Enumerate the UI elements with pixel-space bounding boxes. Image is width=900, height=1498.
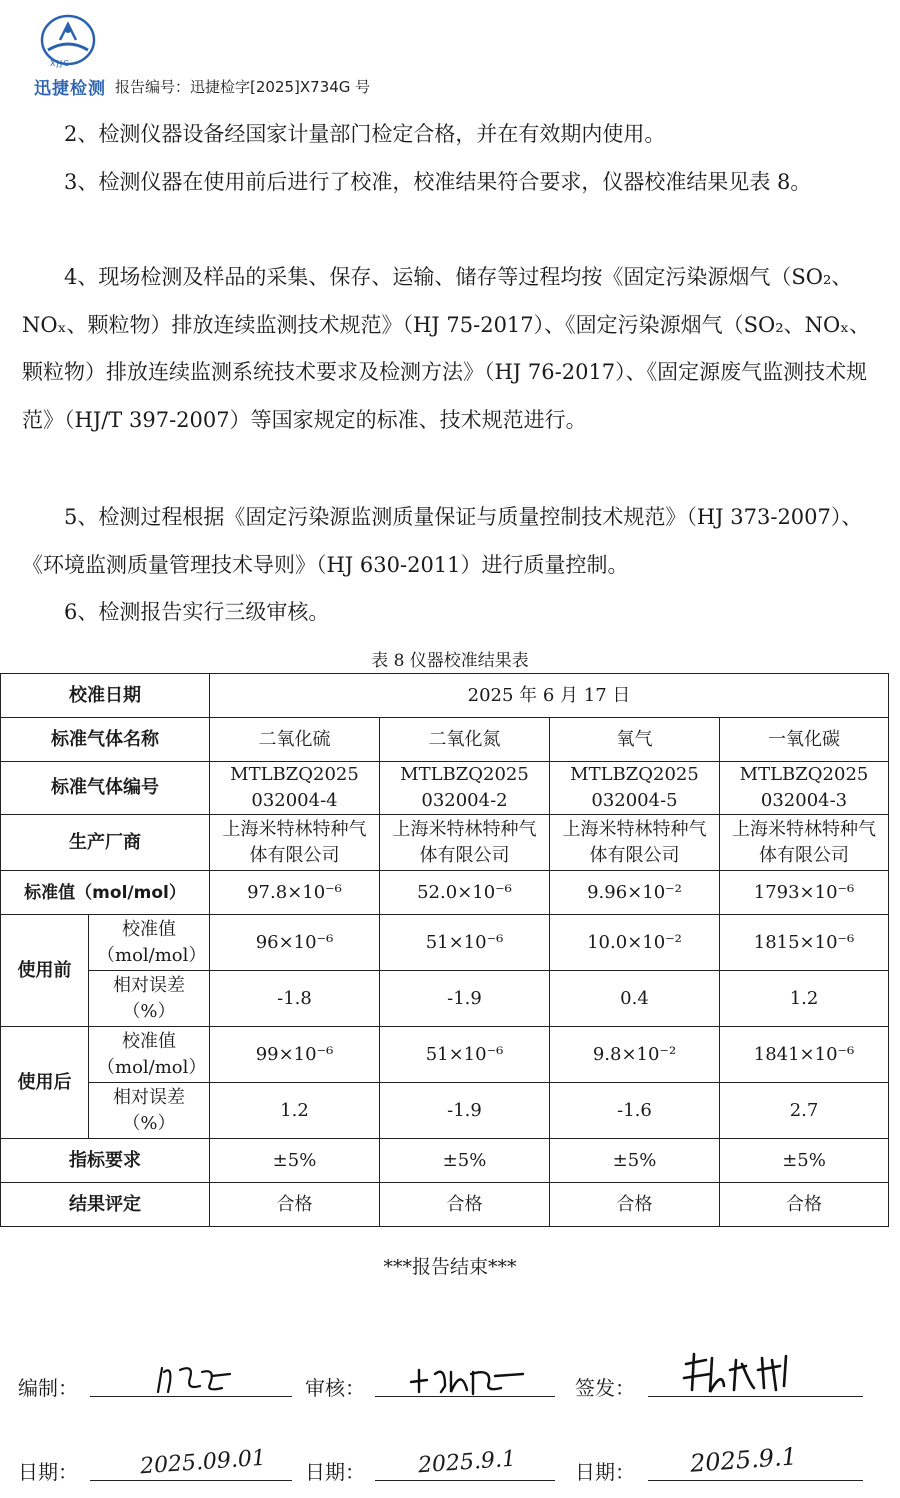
row-label-evaluation: 结果评定 — [1, 1183, 210, 1227]
after-cal-cell: 51×10⁻⁶ — [380, 1027, 550, 1083]
table-row — [1, 718, 889, 762]
issued-label: 签发： — [575, 1376, 635, 1400]
before-cal-cell: 10.0×10⁻² — [550, 915, 720, 971]
row-label-after: 使用后 — [1, 1027, 89, 1139]
paragraph-2: 2、检测仪器设备经国家计量部门检定合格，并在有效期内使用。 — [64, 122, 666, 146]
gas-code-cell: MTLBZQ2025032004-2 — [380, 762, 550, 815]
requirement-cell: ±5% — [380, 1139, 550, 1183]
logo-abbr: XJJC — [50, 59, 70, 68]
before-err-cell: -1.9 — [380, 971, 550, 1027]
report-end-mark: ***报告结束*** — [383, 1256, 517, 1278]
compiled-date-line — [90, 1480, 292, 1481]
gas-code-cell: MTLBZQ2025032004-3 — [720, 762, 889, 815]
row-label-gas-code: 标准气体编号 — [1, 762, 210, 815]
gas-name-cell: 二氧化氮 — [380, 718, 550, 762]
compiled-label: 编制： — [18, 1376, 78, 1400]
after-err-cell: -1.6 — [550, 1083, 720, 1139]
evaluation-cell: 合格 — [720, 1183, 889, 1227]
report-number: 报告编号：迅捷检字[2025]X734G 号 — [115, 78, 371, 96]
evaluation-cell: 合格 — [210, 1183, 380, 1227]
issued-signature — [680, 1350, 810, 1396]
before-cal-cell: 96×10⁻⁶ — [210, 915, 380, 971]
logo-text: 迅捷检测 — [34, 79, 106, 99]
row-label-date: 校准日期 — [1, 674, 210, 718]
before-cal-cell: 1815×10⁻⁶ — [720, 915, 889, 971]
manufacturer-cell: 上海米特林特种气体有限公司 — [550, 815, 720, 871]
after-err-cell: 1.2 — [210, 1083, 380, 1139]
reviewed-signature — [405, 1362, 535, 1398]
gas-name-cell: 一氧化碳 — [720, 718, 889, 762]
paragraph-4: 4、现场检测及样品的采集、保存、运输、储存等过程均按《固定污染源烟气（SO₂、NOₓ、颗粒物）排放连续监测技术规范》（HJ 75-2017）、《固定污染源烟气（SO₂、NOₓ、颗粒物）排放连续监测系统技术要求及检测方法》（HJ 76-2017）、《固定源废气监测技术规范》（HJ/T 397-2007）等国家规定的标准、技术规范进行。 — [22, 265, 871, 432]
reviewed-date: 2025.9.1 — [417, 1446, 517, 1479]
row-label-std-value: 标准值（mol/mol） — [1, 871, 210, 915]
table-row — [1, 674, 889, 718]
requirement-cell: ±5% — [550, 1139, 720, 1183]
gas-code-cell: MTLBZQ2025032004-5 — [550, 762, 720, 815]
after-cal-cell: 99×10⁻⁶ — [210, 1027, 380, 1083]
table-row — [1, 762, 889, 815]
std-value-cell: 1793×10⁻⁶ — [720, 871, 889, 915]
paragraph-5: 5、检测过程根据《固定污染源监测质量保证与质量控制技术规范》（HJ 373-2007）、《环境监测质量管理技术导则》（HJ 630-2011）进行质量控制。 — [22, 505, 863, 577]
compiled-signature — [150, 1362, 240, 1398]
table-row — [1, 971, 889, 1027]
manufacturer-cell: 上海米特林特种气体有限公司 — [720, 815, 889, 871]
before-cal-cell: 51×10⁻⁶ — [380, 915, 550, 971]
before-err-cell: -1.8 — [210, 971, 380, 1027]
table-row — [1, 915, 889, 971]
compiled-date: 2025.09.01 — [139, 1445, 267, 1480]
row-label-rel-error: 相对误差（%） — [89, 1083, 210, 1139]
row-label-requirement: 指标要求 — [1, 1139, 210, 1183]
manufacturer-cell: 上海米特林特种气体有限公司 — [380, 815, 550, 871]
table-row — [1, 1027, 889, 1083]
row-label-rel-error: 相对误差（%） — [89, 971, 210, 1027]
paragraph-3: 3、检测仪器在使用前后进行了校准，校准结果符合要求，仪器校准结果见表 8。 — [64, 170, 812, 194]
gas-name-cell: 氧气 — [550, 718, 720, 762]
evaluation-cell: 合格 — [380, 1183, 550, 1227]
table-row — [1, 1183, 889, 1227]
issued-date: 2025.9.1 — [689, 1442, 798, 1478]
before-err-cell: 1.2 — [720, 971, 889, 1027]
before-err-cell: 0.4 — [550, 971, 720, 1027]
calibration-date: 2025 年 6 月 17 日 — [210, 674, 889, 718]
row-label-cal-value: 校准值（mol/mol） — [89, 1027, 210, 1083]
gas-name-cell: 二氧化硫 — [210, 718, 380, 762]
table-row — [1, 815, 889, 871]
calibration-table — [0, 673, 889, 1227]
table-row — [1, 1083, 889, 1139]
std-value-cell: 9.96×10⁻² — [550, 871, 720, 915]
table-row — [1, 1139, 889, 1183]
row-label-before: 使用前 — [1, 915, 89, 1027]
issued-line — [648, 1396, 863, 1397]
table-row — [1, 871, 889, 915]
issued-date-label: 日期： — [575, 1460, 635, 1484]
after-err-cell: -1.9 — [380, 1083, 550, 1139]
after-cal-cell: 9.8×10⁻² — [550, 1027, 720, 1083]
requirement-cell: ±5% — [720, 1139, 889, 1183]
evaluation-cell: 合格 — [550, 1183, 720, 1227]
manufacturer-cell: 上海米特林特种气体有限公司 — [210, 815, 380, 871]
std-value-cell: 97.8×10⁻⁶ — [210, 871, 380, 915]
row-label-manufacturer: 生产厂商 — [1, 815, 210, 871]
row-label-gas-name: 标准气体名称 — [1, 718, 210, 762]
requirement-cell: ±5% — [210, 1139, 380, 1183]
gas-code-cell: MTLBZQ2025032004-4 — [210, 762, 380, 815]
paragraph-6: 6、检测报告实行三级审核。 — [64, 600, 330, 624]
reviewed-date-line — [375, 1480, 555, 1481]
reviewed-label: 审核： — [305, 1376, 365, 1400]
after-cal-cell: 1841×10⁻⁶ — [720, 1027, 889, 1083]
after-err-cell: 2.7 — [720, 1083, 889, 1139]
reviewed-date-label: 日期： — [305, 1460, 365, 1484]
issued-date-line — [648, 1480, 863, 1481]
table-title: 表 8 仪器校准结果表 — [371, 651, 529, 671]
std-value-cell: 52.0×10⁻⁶ — [380, 871, 550, 915]
company-logo — [28, 10, 108, 99]
compiled-date-label: 日期： — [18, 1460, 78, 1484]
row-label-cal-value: 校准值（mol/mol） — [89, 915, 210, 971]
